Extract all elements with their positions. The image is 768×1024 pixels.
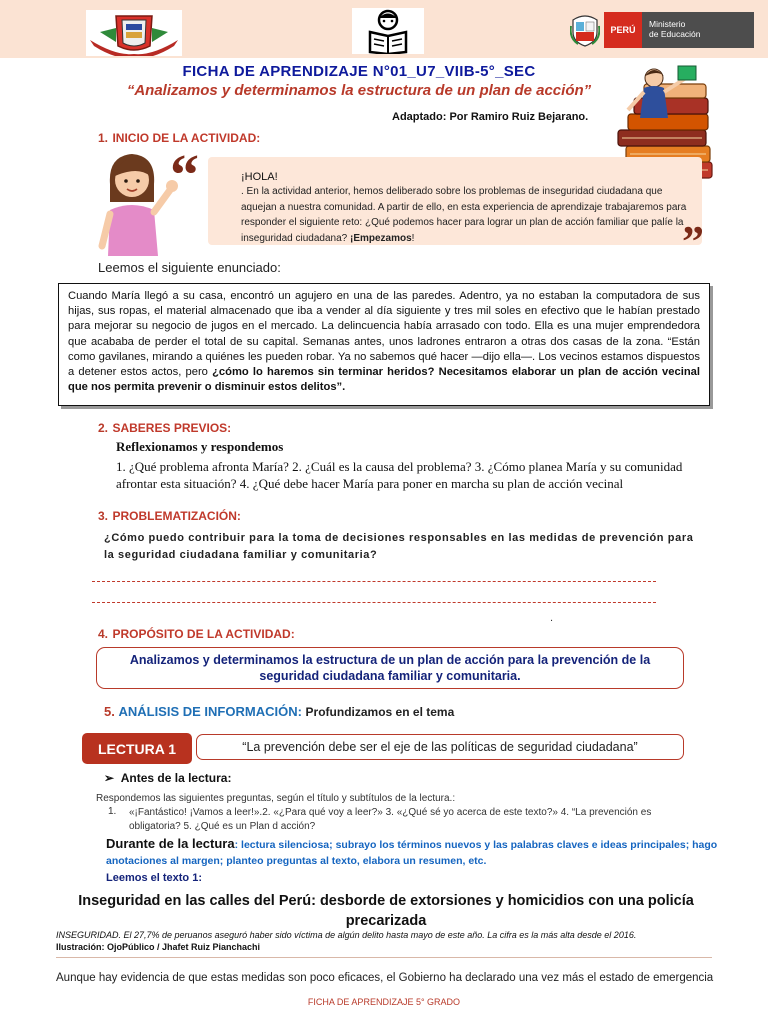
article-title: Inseguridad en las calles del Perú: desborde de extorsiones y homicidios con una policía precarizada: [78, 893, 694, 929]
section-4-title: PROPÓSITO DE LA ACTIVIDAD:: [112, 627, 295, 641]
story-emphasis: ¿cómo lo haremos sin terminar heridos? Necesitamos elaborar un plan de acción vecinal que nos permita prevenir o disminuir estos delitos”.: [68, 366, 700, 394]
stray-mark: .: [550, 612, 554, 624]
answer-line[interactable]: [92, 581, 656, 582]
section-4-number: 4.: [98, 627, 109, 641]
before-reading-questions: «¡Fantástico! ¡Vamos a leer!».2. «¿Para qué voy a leer?» 3. «¿Qué sé yo acerca de este texto?» 4. “La prevención es obligatoria? 5. ¿Qué es un Plan d acción?: [129, 807, 652, 832]
ministry-label-line2: de Educación: [649, 29, 701, 39]
section-3-number: 3.: [98, 509, 109, 523]
ministry-label-line1: Ministerio: [649, 19, 686, 29]
document-subtitle: “Analizamos y determinamos la estructura de un plan de acción”: [126, 82, 592, 99]
section-2-number: 2.: [98, 421, 109, 435]
during-reading-line: [106, 836, 726, 869]
greeting-text: [241, 184, 691, 246]
story-body: Cuando María llegó a su casa, encontró un agujero en una de las paredes. Adentro, ya no estaban la computadora de sus hijas, sus ropas, el material almacenado que iba a vender al día siguiente y tres mil soles en efectivo que le habían prestado para mejorar su negocio de jugos en el mercado. La delincuencia había arrasado con todo. Ella es una mujer emprendedora que acababa de perder el total de su capital. Semanas antes, unos ladrones entraron a otras dos casas de la zona. “Están como gavilanes, mirando a quiénes les pueden robar. Ya no sabemos qué hacer —dijo ella—. Los vecinos estamos dispuestos a detener estos actos, pero: [68, 290, 700, 379]
purpose-box: Analizamos y determinamos la estructura de un plan de acción para la prevención de la seguridad ciudadana familiar y comunitaria.: [96, 647, 684, 689]
ministry-label: [642, 12, 754, 48]
section-1-title: INICIO DE LA ACTIVIDAD:: [112, 131, 261, 145]
section-5-number: 5.: [104, 704, 115, 719]
section-1-number: 1.: [98, 131, 109, 145]
reflection-questions: 1. ¿Qué problema afronta María? 2. ¿Cuál es la causa del problema? 3. ¿Cómo planea María y su comunidad afrontar esta situación? 4. ¿Qué debe hacer María para poner en marcha su plan de acción vecinal: [116, 459, 683, 491]
close-quote-icon: ”: [682, 217, 704, 266]
before-reading-title: Antes de la lectura:: [120, 771, 232, 785]
section-5-heading: [104, 704, 454, 719]
document-title: FICHA DE APRENDIZAJE N°01_U7_VIIB-5°_SEC: [182, 63, 536, 80]
before-reading-heading: [104, 771, 231, 785]
list-number: 1.: [108, 806, 117, 817]
greeting-text-body: . En la actividad anterior, hemos deliberado sobre los problemas de inseguridad ciudadana que aquejan a nuestra comunidad. A partir de ello, en esta experiencia de aprendizaje trabajaremos para responder el siguiente reto: ¿Qué podemos hacer para lograr un plan de acción familiar que palíe la inseguridad ciudadana?: [241, 186, 687, 244]
girl-illustration: [88, 150, 182, 256]
reader-icon: [352, 8, 424, 54]
section-2-heading: [98, 419, 231, 437]
section-5-subtitle: Profundizamos en el tema: [305, 705, 455, 719]
ministry-logo: [604, 12, 754, 48]
section-2-title: SABERES PREVIOS:: [112, 421, 232, 435]
arrow-bullet-icon: ➢: [104, 771, 121, 785]
article-body: Aunque hay evidencia de que estas medidas son poco eficaces, el Gobierno ha declarado una vez más el estado de emergencia: [56, 972, 714, 984]
section-3-title: PROBLEMATIZACIÓN:: [112, 509, 241, 523]
section-3-heading: [98, 507, 241, 525]
before-reading-intro: Respondemos las siguientes preguntas, según el título y subtítulos de la lectura.:: [96, 793, 456, 804]
problem-question: ¿Cómo puedo contribuir para la toma de decisiones responsables en las medidas de prevención para la seguridad ciudadana familiar y comunitaria?: [104, 532, 694, 561]
answer-line[interactable]: [92, 602, 656, 603]
article-credit: Ilustración: OjoPúblico / Jhafet Ruiz Pianchachi: [56, 942, 261, 952]
greeting-text-emphasis: ¡Empezamos: [349, 232, 412, 244]
author-credit: Adaptado: Por Ramiro Ruiz Bejarano.: [392, 111, 589, 123]
open-quote-icon: “: [170, 142, 199, 207]
reading-badge: LECTURA 1: [82, 733, 192, 764]
story-box: [58, 283, 710, 406]
divider: [56, 957, 712, 958]
reading-title-box: “La prevención debe ser el eje de las políticas de seguridad ciudadana”: [196, 734, 684, 760]
school-logo: [86, 10, 182, 56]
peru-shield-icon: [570, 12, 600, 48]
story-text: [68, 289, 700, 395]
article-lead: INSEGURIDAD. El 27,7% de peruanos aseguró haber sido víctima de algún delito hasta mayo de este año. La cifra es la más alta desde el 2016.: [56, 930, 637, 940]
section-5-title: ANÁLISIS DE INFORMACIÓN:: [118, 704, 302, 719]
reading-intro: Leemos el siguiente enunciado:: [98, 260, 281, 275]
greeting-title: ¡HOLA!: [241, 171, 278, 183]
peru-label: PERÚ: [604, 12, 642, 48]
read-text-label: Leemos el texto 1:: [106, 872, 202, 884]
greeting-text-end: !: [411, 232, 415, 244]
reflection-title: Reflexionamos y respondemos: [116, 439, 284, 454]
page-footer: FICHA DE APRENDIZAJE 5° GRADO: [307, 997, 461, 1007]
during-reading-text: : lectura silenciosa; subrayo los términos nuevos y las palabras claves e ideas principales; hago anotaciones al margen; planteo preguntas al texto, elabora un resumen, etc.: [106, 839, 718, 867]
during-reading-label: Durante de la lectura: [106, 836, 235, 851]
section-4-heading: [98, 625, 295, 643]
